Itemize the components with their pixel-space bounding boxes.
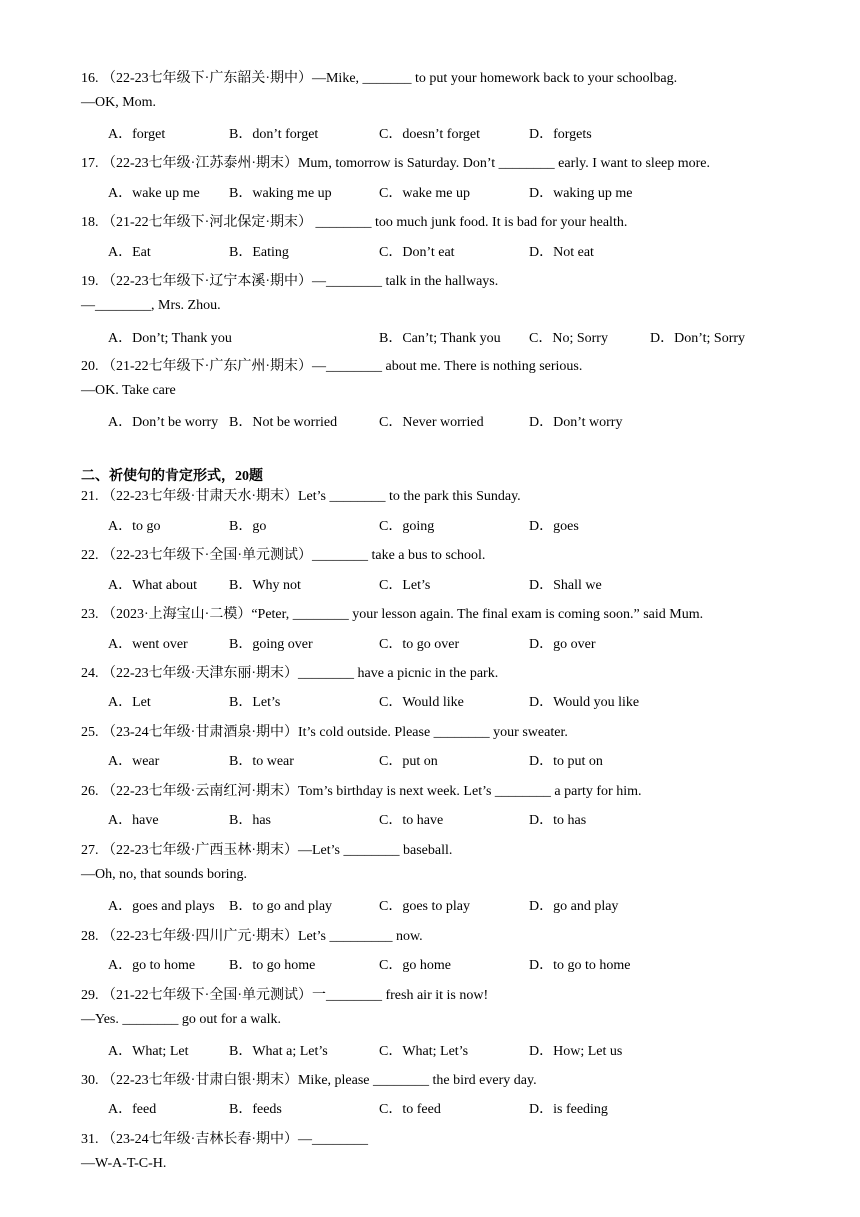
question-30-stem: 30. （22-23七年级·甘肃白银·期末）Mike, please ________ the bird every day. [81, 1073, 537, 1088]
question-29-reply: —Yes. ________ go out for a walk. [81, 1012, 282, 1027]
option-c[interactable]: C．Would like [379, 695, 464, 710]
option-c[interactable]: C．put on [379, 754, 438, 769]
option-c[interactable]: C．goes to play [379, 899, 470, 914]
question-28-stem: 28. （22-23七年级·四川广元·期末）Let’s _________ now. [81, 929, 423, 944]
question-18-stem: 18. （21-22七年级下·河北保定·期末） ________ too much junk food. It is bad for your health. [81, 215, 628, 230]
option-b[interactable]: B．has [229, 813, 271, 828]
question-19-reply: —________, Mrs. Zhou. [81, 298, 221, 313]
option-c[interactable]: C．to feed [379, 1102, 441, 1117]
question-24-stem: 24. （22-23七年级·天津东丽·期末）________ have a picnic in the park. [81, 666, 499, 681]
option-d[interactable]: D．goes [529, 519, 579, 534]
question-20-stem: 20. （21-22七年级下·广东广州·期末）—________ about me. There is nothing serious. [81, 359, 583, 374]
option-b[interactable]: B．waking me up [229, 186, 332, 201]
question-26-stem: 26. （22-23七年级·云南红河·期末）Tom’s birthday is next week. Let’s ________ a party for him. [81, 784, 642, 799]
option-c[interactable]: C．to have [379, 813, 444, 828]
option-b[interactable]: B．Let’s [229, 695, 281, 710]
option-b[interactable]: B．don’t forget [229, 127, 319, 142]
option-c[interactable]: C．to go over [379, 637, 460, 652]
question-23-stem: 23. （2023·上海宝山·二模）“Peter, ________ your lesson again. The final exam is coming soon.” said Mum. [81, 607, 704, 622]
option-d[interactable]: D．to put on [529, 754, 603, 769]
question-29-stem: 29. （21-22七年级下·全国·单元测试）一________ fresh air it is now! [81, 988, 489, 1003]
option-c[interactable]: C．No; Sorry [529, 331, 608, 346]
option-d[interactable]: D．to has [529, 813, 587, 828]
question-31-stem: 31. （23-24七年级·吉林长春·期中）—________ [81, 1132, 368, 1147]
option-b[interactable]: B．Why not [229, 578, 301, 593]
option-d[interactable]: D．How; Let us [529, 1044, 623, 1059]
question-31-reply: —W-A-T-C-H. [81, 1156, 167, 1171]
option-c[interactable]: C．What; Let’s [379, 1044, 469, 1059]
question-19-stem: 19. （22-23七年级下·辽宁本溪·期中）—________ talk in the hallways. [81, 274, 499, 289]
option-d[interactable]: D．forgets [529, 127, 592, 142]
option-a[interactable]: A．Eat [108, 245, 151, 260]
option-d[interactable]: D．to go to home [529, 958, 631, 973]
option-b[interactable]: B．Not be worried [229, 415, 338, 430]
question-27-reply: —Oh, no, that sounds boring. [81, 867, 248, 882]
section-heading: 二、祈使句的肯定形式，20题 [81, 469, 263, 484]
question-16-reply: —OK, Mom. [81, 95, 157, 110]
option-a[interactable]: A．goes and plays [108, 899, 215, 914]
option-a[interactable]: A．wake up me [108, 186, 200, 201]
option-c[interactable]: C．going [379, 519, 435, 534]
option-b[interactable]: B．What a; Let’s [229, 1044, 328, 1059]
option-a[interactable]: A．Let [108, 695, 151, 710]
question-27-stem: 27. （22-23七年级·广西玉林·期末）—Let’s ________ baseball. [81, 843, 453, 858]
option-a[interactable]: A．feed [108, 1102, 157, 1117]
option-b[interactable]: B．to wear [229, 754, 294, 769]
option-c[interactable]: C．doesn’t forget [379, 127, 480, 142]
option-b[interactable]: B．feeds [229, 1102, 282, 1117]
option-a[interactable]: A．have [108, 813, 159, 828]
option-a[interactable]: A．What about [108, 578, 198, 593]
option-a[interactable]: A．Don’t be worry [108, 415, 219, 430]
question-17-stem: 17. （22-23七年级·江苏泰州·期末）Mum, tomorrow is Saturday. Don’t ________ early. I want to sleep more. [81, 156, 711, 171]
question-20-reply: —OK. Take care [81, 383, 176, 398]
option-c[interactable]: C．Don’t eat [379, 245, 455, 260]
option-d[interactable]: D．go and play [529, 899, 619, 914]
option-a[interactable]: A．Don’t; Thank you [108, 331, 232, 346]
question-25-stem: 25. （23-24七年级·甘肃酒泉·期中）It’s cold outside. Please ________ your sweater. [81, 725, 568, 740]
option-d[interactable]: D．Not eat [529, 245, 594, 260]
option-a[interactable]: A．went over [108, 637, 188, 652]
option-b[interactable]: B．go [229, 519, 267, 534]
option-c[interactable]: C．go home [379, 958, 451, 973]
option-a[interactable]: A．What; Let [108, 1044, 189, 1059]
option-c[interactable]: C．Never worried [379, 415, 484, 430]
option-b[interactable]: B．Eating [229, 245, 289, 260]
option-a[interactable]: A．forget [108, 127, 166, 142]
option-a[interactable]: A．wear [108, 754, 160, 769]
option-c[interactable]: C．Let’s [379, 578, 431, 593]
question-21-stem: 21. （22-23七年级·甘肃天水·期末）Let’s ________ to the park this Sunday. [81, 489, 521, 504]
question-16-stem: 16. （22-23七年级下·广东韶关·期中）—Mike, _______ to put your homework back to your schoolbag. [81, 71, 678, 86]
option-d[interactable]: D．Shall we [529, 578, 602, 593]
option-b[interactable]: B．Can’t; Thank you [379, 331, 501, 346]
option-b[interactable]: B．going over [229, 637, 313, 652]
option-d[interactable]: D．waking up me [529, 186, 633, 201]
option-d[interactable]: D．go over [529, 637, 596, 652]
option-d[interactable]: D．is feeding [529, 1102, 608, 1117]
option-d[interactable]: D．Don’t; Sorry [650, 331, 746, 346]
question-22-stem: 22. （22-23七年级下·全国·单元测试）________ take a bus to school. [81, 548, 486, 563]
option-a[interactable]: A．to go [108, 519, 161, 534]
option-d[interactable]: D．Would you like [529, 695, 640, 710]
option-b[interactable]: B．to go and play [229, 899, 333, 914]
option-b[interactable]: B．to go home [229, 958, 316, 973]
option-d[interactable]: D．Don’t worry [529, 415, 623, 430]
option-c[interactable]: C．wake me up [379, 186, 470, 201]
option-a[interactable]: A．go to home [108, 958, 196, 973]
